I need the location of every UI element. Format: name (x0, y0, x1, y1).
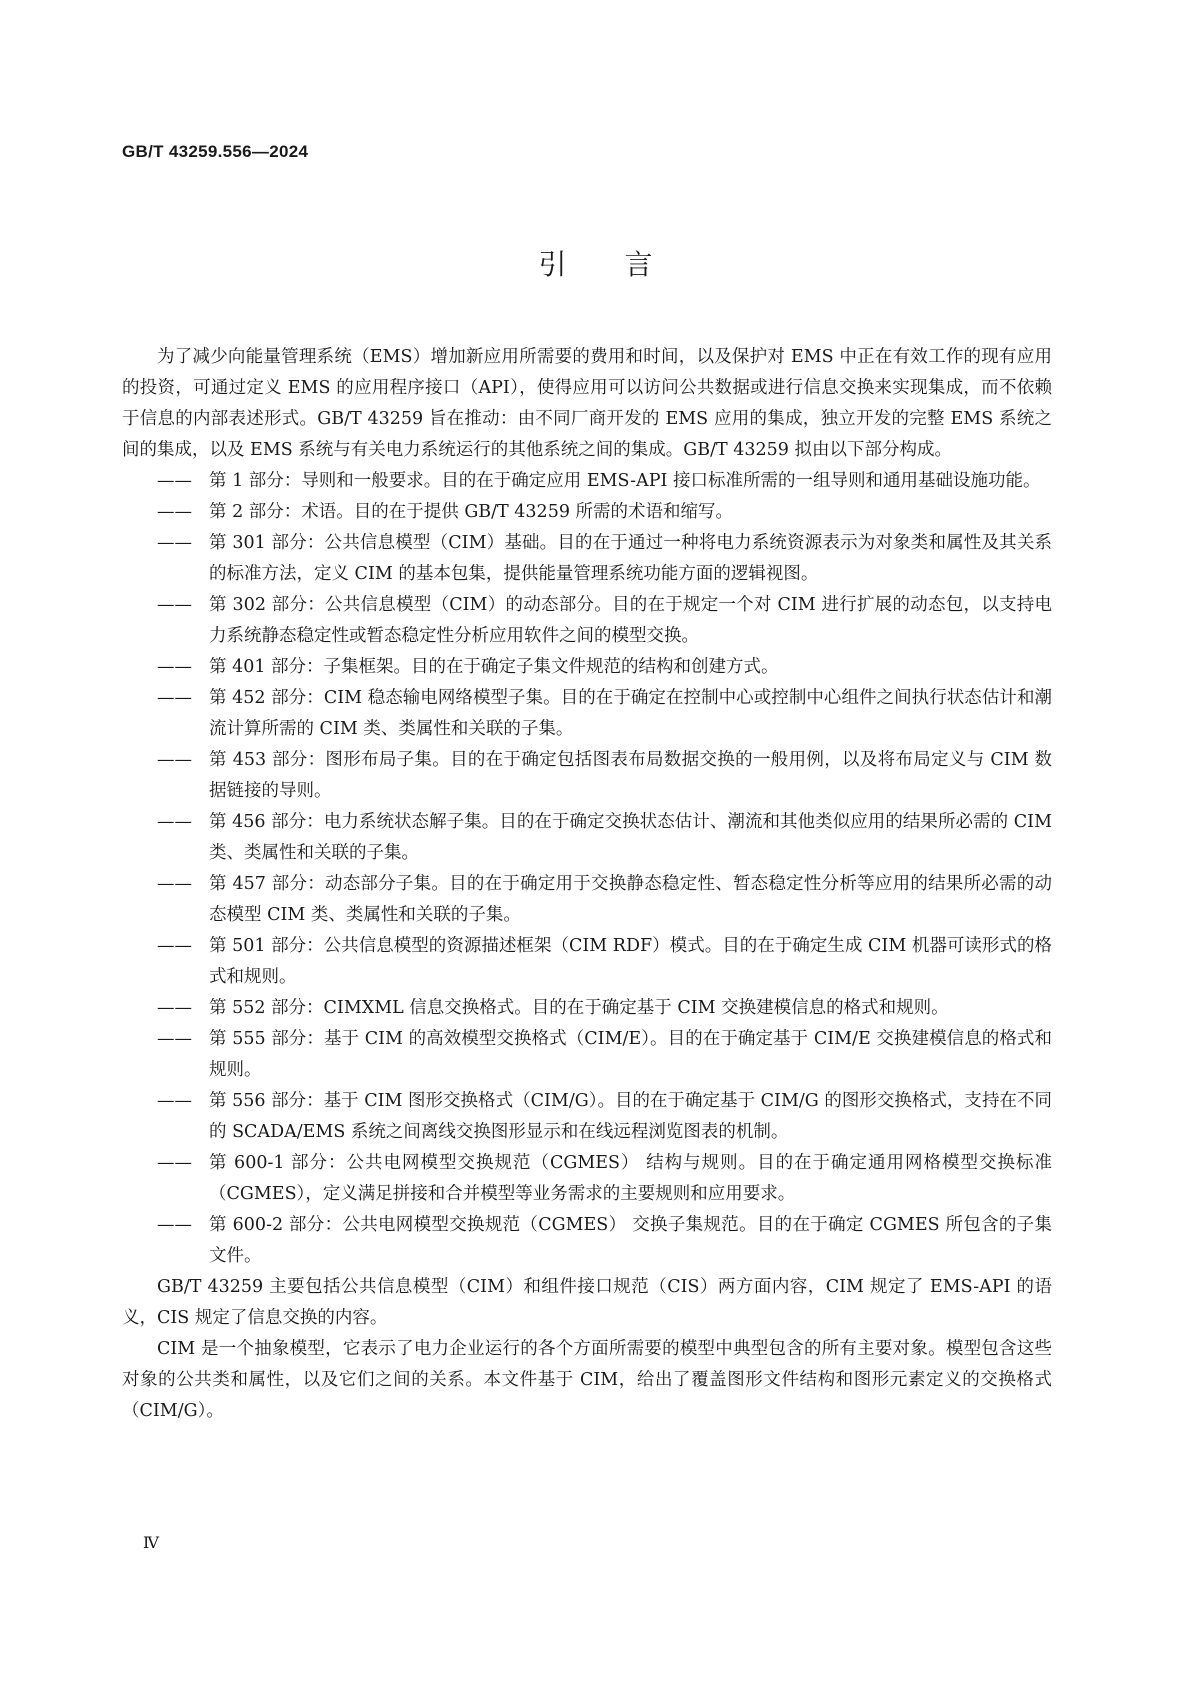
list-item (122, 869, 1052, 931)
dash-marker: —— (157, 812, 192, 832)
dash-marker: —— (157, 936, 192, 956)
list-item-text: 第 555 部分：基于 CIM 的高效模型交换格式（CIM/E）。目的在于确定基于 CIM/E 交换建模信息的格式和规则。 (209, 1029, 1052, 1080)
page-title: 引言 (538, 248, 711, 281)
list-item (122, 683, 1052, 745)
list-item (122, 745, 1052, 807)
list-item-text: 第 600-2 部分：公共电网模型交换规范（CGMES） 交换子集规范。目的在于确定 CGMES 所包含的子集文件。 (209, 1215, 1052, 1266)
list-item-text: 第 556 部分：基于 CIM 图形交换格式（CIM/G）。目的在于确定基于 CIM/G 的图形交换格式，支持在不同的 SCADA/EMS 系统之间离线交换图形显示和在线远程浏览图表的机制。 (209, 1091, 1052, 1142)
dash-marker: —— (157, 1215, 192, 1235)
list-item-text: 第 552 部分：CIMXML 信息交换格式。目的在于确定基于 CIM 交换建模信息的格式和规则。 (209, 998, 949, 1018)
dash-marker: —— (157, 1029, 192, 1049)
list-item (122, 1086, 1052, 1148)
list-item (122, 466, 1052, 497)
list-item (122, 497, 1052, 528)
list-item (122, 528, 1052, 590)
list-item-text: 第 600-1 部分：公共电网模型交换规范（CGMES） 结构与规则。目的在于确定通用网格模型交换标准（CGMES），定义满足拼接和合并模型等业务需求的主要规则和应用要求。 (209, 1153, 1052, 1204)
list-item-text: 第 301 部分：公共信息模型（CIM）基础。目的在于通过一种将电力系统资源表示为对象类和属性及其关系的标准方法，定义 CIM 的基本包集，提供能量管理系统功能方面的逻辑视图。 (209, 533, 1052, 584)
dash-marker: —— (157, 471, 192, 491)
list-item-text: 第 457 部分：动态部分子集。目的在于确定用于交换静态稳定性、暂态稳定性分析等应用的结果所必需的动态模型 CIM 类、类属性和关联的子集。 (209, 874, 1052, 925)
dash-marker: —— (157, 533, 192, 553)
dash-marker: —— (157, 595, 192, 615)
list-item (122, 590, 1052, 652)
cim-paragraph: CIM 是一个抽象模型，它表示了电力企业运行的各个方面所需要的模型中典型包含的所有主要对象。模型包含这些对象的公共类和属性，以及它们之间的关系。本文件基于 CIM，给出了覆盖图形文件结构和图形元素定义的交换格式（CIM/G）。 (122, 1339, 1052, 1421)
list-item (122, 931, 1052, 993)
list-item-text: 第 501 部分：公共信息模型的资源描述框架（CIM RDF）模式。目的在于确定生成 CIM 机器可读形式的格式和规则。 (209, 936, 1052, 987)
dash-marker: —— (157, 750, 192, 770)
cis-paragraph: GB/T 43259 主要包括公共信息模型（CIM）和组件接口规范（CIS）两方面内容，CIM 规定了 EMS-API 的语义，CIS 规定了信息交换的内容。 (122, 1277, 1052, 1328)
list-item (122, 652, 1052, 683)
dash-marker: —— (157, 688, 192, 708)
list-item-text: 第 302 部分：公共信息模型（CIM）的动态部分。目的在于规定一个对 CIM 进行扩展的动态包，以支持电力系统静态稳定性或暂态稳定性分析应用软件之间的模型交换。 (209, 595, 1052, 646)
list-item-text: 第 2 部分：术语。目的在于提供 GB/T 43259 所需的术语和缩写。 (209, 502, 734, 522)
dash-marker: —— (157, 657, 192, 677)
dash-marker: —— (157, 998, 192, 1018)
list-item (122, 1210, 1052, 1272)
parts-list (122, 466, 1052, 1272)
page-number: Ⅳ (143, 1533, 159, 1552)
list-item-text: 第 401 部分：子集框架。目的在于确定子集文件规范的结构和创建方式。 (209, 657, 779, 677)
dash-marker: —— (157, 1091, 192, 1111)
list-item (122, 1148, 1052, 1210)
dash-marker: —— (157, 874, 192, 894)
list-item (122, 1024, 1052, 1086)
standard-code-header: GB/T 43259.556—2024 (122, 142, 309, 161)
list-item-text: 第 453 部分：图形布局子集。目的在于确定包括图表布局数据交换的一般用例，以及将布局定义与 CIM 数据链接的导则。 (209, 750, 1052, 801)
list-item-text: 第 1 部分：导则和一般要求。目的在于确定应用 EMS-API 接口标准所需的一组导则和通用基础设施功能。 (209, 471, 1041, 491)
list-item-text: 第 456 部分：电力系统状态解子集。目的在于确定交换状态估计、潮流和其他类似应用的结果所必需的 CIM 类、类属性和关联的子集。 (209, 812, 1052, 863)
list-item (122, 807, 1052, 869)
dash-marker: —— (157, 1153, 192, 1173)
list-item-text: 第 452 部分：CIM 稳态输电网络模型子集。目的在于确定在控制中心或控制中心组件之间执行状态估计和潮流计算所需的 CIM 类、类属性和关联的子集。 (209, 688, 1052, 739)
dash-marker: —— (157, 502, 192, 522)
intro-paragraph: 为了减少向能量管理系统（EMS）增加新应用所需要的费用和时间，以及保护对 EMS 中正在有效工作的现有应用的投资，可通过定义 EMS 的应用程序接口（API），使得应用可以访问公共数据或进行信息交换来实现集成，而不依赖于信息的内部表述形式。GB/T 43259 旨在推动：由不同厂商开发的 EMS 应用的集成，独立开发的完整 EMS 系统之间的集成，以及 EMS 系统与有关电力系统运行的其他系统之间的集成。GB/T 43259 拟由以下部分构成。 (122, 347, 1052, 460)
list-item (122, 993, 1052, 1024)
body-content (122, 342, 1052, 1427)
